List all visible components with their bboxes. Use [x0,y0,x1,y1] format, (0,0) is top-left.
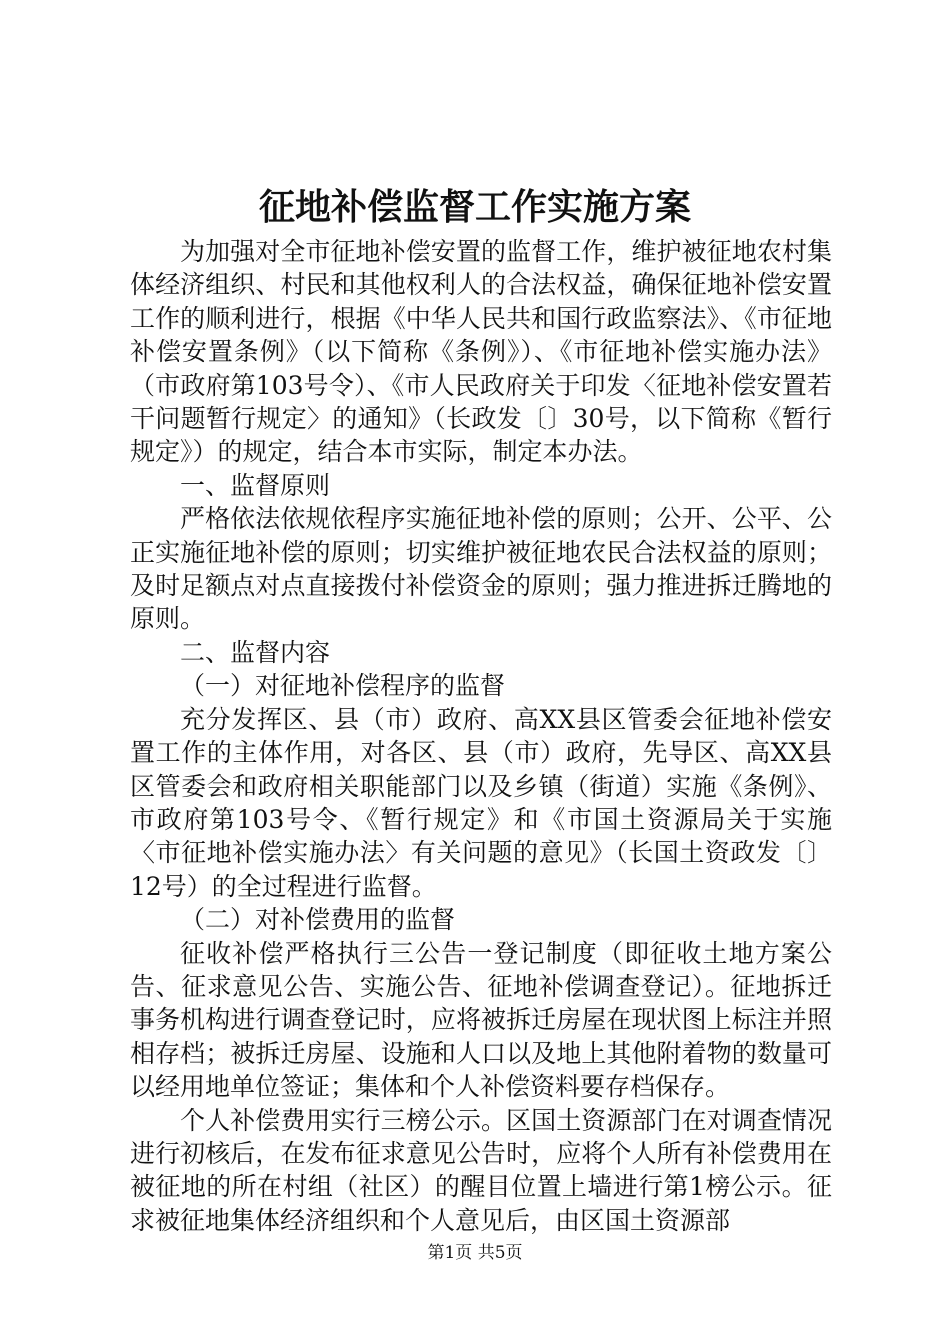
section-heading-principles: 一、监督原则 [180,470,331,500]
paragraph-intro: 为加强对全市征地补偿安置的监督工作，维护被征地农村集体经济组织、村民和其他权利人的合法权益，确保征地补偿安置工作的顺利进行，根据《中华人民共和国行政监察法》、《市征地补偿安置条例》（以下简称《条例》）、《市征地补偿实施办法》（市政府第103号令）、《市人民政府关于印发〈征地补偿安置若干问题暂行规定〉的通知》（长政发〔〕30号，以下简称《暂行规定》）的规定，结合本市实际，制定本办法。 [130,237,832,467]
subsection-heading-procedure: （一）对征地补偿程序的监督 [180,671,506,701]
paragraph-fees-registration: 征收补偿严格执行三公告一登记制度（即征收土地方案公告、征求意见公告、实施公告、征地补偿调查登记）。征地拆迁事务机构进行调查登记时，应将被拆迁房屋在现状图上标注并照相存档；被拆迁房屋、设施和人口以及地上其他附着物的数量可以经用地单位签证；集体和个人补偿资料要存档保存。 [130,938,832,1102]
document-title: 征地补偿监督工作实施方案 [258,186,691,228]
paragraph-fees-publicity: 个人补偿费用实行三榜公示。区国土资源部门在对调查情况进行初核后，在发布征求意见公告时，应将个人所有补偿费用在被征地的所在村组（社区）的醒目位置上墙进行第1榜公示。征求被征地集体经济组织和个人意见后，由区国土资源部 [130,1105,832,1235]
page-footer: 第1页 共5页 [427,1243,523,1263]
paragraph-principles: 严格依法依规依程序实施征地补偿的原则；公开、公平、公正实施征地补偿的原则；切实维护被征地农民合法权益的原则；及时足额点对点直接拨付补偿资金的原则；强力推进拆迁腾地的原则。 [130,504,832,634]
paragraph-procedure: 充分发挥区、县（市）政府、高XX县区管委会征地补偿安置工作的主体作用，对各区、县（市）政府，先导区、高XX县区管委会和政府相关职能部门以及乡镇（街道）实施《条例》、市政府第103号令、《暂行规定》和《市国土资源局关于实施〈市征地补偿实施办法〉有关问题的意见》（长国土资政发〔〕12号）的全过程进行监督。 [130,704,832,901]
document-body [130,235,832,1237]
section-heading-content: 二、监督内容 [180,637,331,667]
subsection-heading-fees: （二）对补偿费用的监督 [180,905,456,935]
